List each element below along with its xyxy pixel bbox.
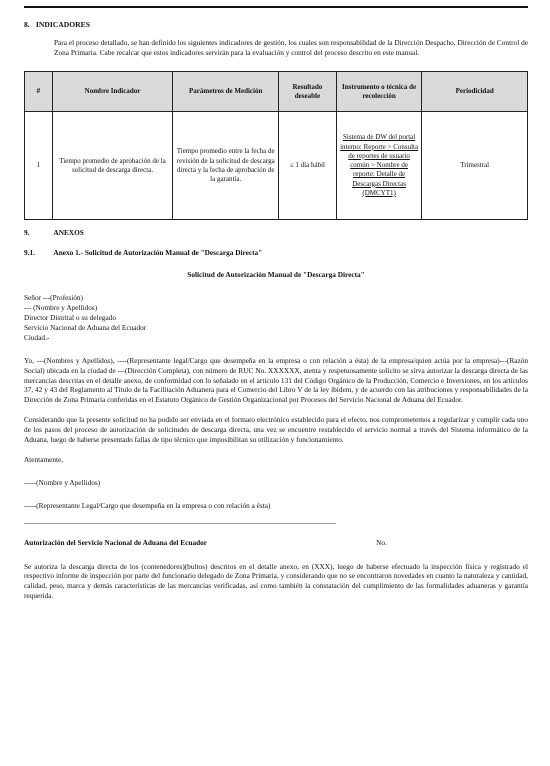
cell-number: 1 <box>25 112 53 220</box>
header-number: # <box>25 72 53 112</box>
form-title: Solicitud de Autorización Manual de "Descarga Directa" <box>187 269 365 279</box>
address-line: Servicio Nacional de Aduana del Ecuador <box>24 322 147 332</box>
separator-line <box>24 523 336 524</box>
section-number: 8. <box>24 20 30 29</box>
header-instrument: Instrumento o técnica de recolección <box>336 72 422 112</box>
header-parameters: Parámetros de Medición <box>173 72 279 112</box>
section-title: ANEXOS <box>53 228 84 238</box>
signature-role: -----(Representante Legal/Cargo que desempeña en la empresa o con relación a ésta) <box>24 500 271 510</box>
section-title: INDICADORES <box>35 20 90 29</box>
annex-number: 9.1. <box>24 247 35 257</box>
signature-name: -----(Nombre y Apellidos) <box>24 477 101 487</box>
address-block <box>24 293 528 342</box>
authorization-paragraph: Se autoriza la descarga directa de los (contenedores)(bultos) descritos en el detalle anexo, en (XXX), luego de haberse efectuado la inspección física y registrado el respectivo informe de inspección por parte del funcionario delegado de Zona Primaria, y considerando que no se encontraron novedades en cuanto la naturaleza y cantidad, calidad, peso, marca y demás características de las mercancías verificadas, así como también la constatación del cumplimiento de las formalidades aduaneras y garantía requerida. <box>24 561 528 600</box>
cell-indicator-name: Tiempo promedio de aprobación de la solicitud de descarga directa. <box>52 112 173 220</box>
cell-periodicity: Trimestral <box>422 112 528 220</box>
authorization-title: Autorización del Servicio Nacional de Aduana del Ecuador <box>24 538 208 548</box>
annex-1-heading <box>24 248 528 258</box>
commitment-paragraph: Considerando que la presente solicitud no ha podido ser enviada en el formato electrónico establecido para el efecto, nos comprometemos a regularizar y cumplir cada uno de los pasos del proceso de autorización de solicitudes de descarga directa, una vez se encuentre restablecido el servicio normal a través del Sistema informático de la Aduana, luego de haberse presentado fallas de tipo técnico que imposibilitan su utilización y funcionamiento. <box>24 415 528 444</box>
section-number: 9. <box>24 228 30 238</box>
indicators-table <box>24 71 528 220</box>
header-desired-result: Resultado deseable <box>279 72 337 112</box>
address-line: Director Distrital o su delegado <box>24 312 116 322</box>
closing: Atentamente, <box>24 455 64 465</box>
request-paragraph: Yo, ---(Nombres y Apellidos), ----(Representante legal/Cargo que desempeña en la empresa o con relación a ésta) de la empresa/quien actúa por la empresa)---(Razón Social) ubicada en la ciudad de ---(Dirección Completa), con número de RUC No. XXXXXX, atenta y respetuosamente solicito se sírva autorizar la descarga directa de las mercancías descritas en el detalle anexo, de conformidad con lo señalado en el artículo 131 del Código Orgánico de la Producción, Comercio e Inversiones, en los artículos 37, 42 y 43 del Reglamento al Título de la Facilitación Aduanera para el Comercio del Libro V de la ley ibídem, y de acuerdo con las atribuciones y responsabilidades de la Dirección de Zona Primaria conferidas en el Estatuto Orgánico de Gestión Organizacional por Procesos del Servicio Nacional de Aduana del Ecuador. <box>24 356 528 404</box>
address-line: --- (Nombre y Apellidos) <box>24 302 98 312</box>
authorization-number-label: No. <box>376 538 387 548</box>
authorization-heading <box>24 538 387 548</box>
cell-parameters: Tiempo promedio entre la fecha de revisión de la solicitud de descarga directa y la fecha de aprobación de la garantía. <box>173 112 279 220</box>
table-row <box>25 112 528 220</box>
top-rule <box>24 6 528 8</box>
section-9-heading <box>24 228 528 238</box>
annex-title: Anexo 1.- Solicitud de Autorización Manual de "Descarga Directa" <box>53 247 263 257</box>
header-periodicity: Periodicidad <box>422 72 528 112</box>
address-line: Ciudad.- <box>24 332 50 342</box>
section-8-paragraph: Para el proceso detallado, se han definido los siguientes indicadores de gestión, los cuales son responsabilidad de la Dirección Despacho, Dirección de Control de Zona Primaria. Cabe recalcar que estos indicadores servirán para la evaluación y control del proceso descrito en este manual. <box>54 38 528 57</box>
address-line: Señor ---(Profesión) <box>24 293 83 303</box>
cell-instrument: Sistema de DW del portal interno: Reporte > Consulta de reportes de usuario común > Nombre de reporte: Detalle de Descargas Directas (DMCYT1) <box>336 112 422 220</box>
cell-desired-result: ≤ 1 día hábil <box>279 112 337 220</box>
header-indicator-name: Nombre Indicador <box>52 72 173 112</box>
section-8-heading <box>24 20 528 30</box>
table-header-row <box>25 72 528 112</box>
